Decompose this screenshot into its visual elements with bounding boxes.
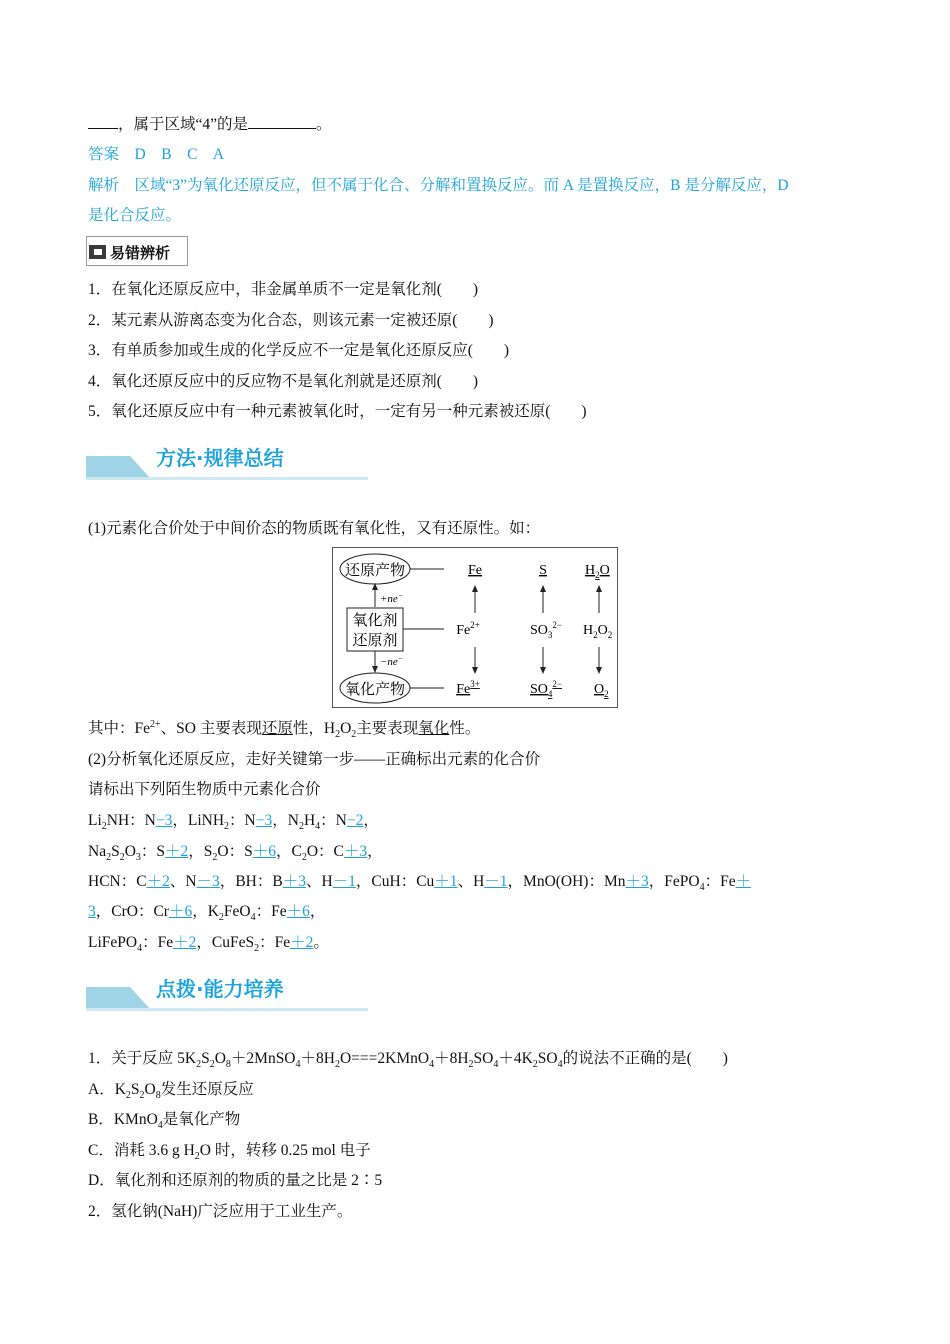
valence-row: HCN：C＋2、N－3，BH：B＋3、H－1，CuH：Cu＋1、H－1，MnO(OH)：Mn＋3，FePO$_4$：Fe＋ [88,873,752,894]
error-item: 3．有单质参加或生成的化学反应不一定是氧化还原反应( ) [88,342,510,359]
analysis-text: 区域“3”为氧化还原反应，但不属于化合、分解和置换反应。而 A 是置换反应，B 是分解反应，D [134,177,789,194]
analysis-line-1 [88,175,789,197]
option-a: A．$K_2S_2O_8$发生还原反应 [88,1081,254,1102]
svg-text:SO42−: $SO_4^{2-}$ [530,679,562,699]
error-item: 4．氧化还原反应中的反应物不是氧化剂就是还原剂( ) [88,373,479,390]
svg-text:S: S [539,563,547,578]
analysis-text: 是化合反应。 [88,207,182,224]
option-b: B．KMnO$_4$是氧化产物 [88,1111,241,1132]
valence-row: LiFePO$_4$：Fe＋2，CuFeS$_2$：Fe＋2。 [88,934,329,955]
tag-label: 易错辨析 [110,244,171,262]
reduct-product-label: 还原产物 [344,563,406,579]
method-paragraph: 其中：$Fe^{2+}$、SO 主要表现还原性，$H_2O_2$主要表现氧化性。 [88,718,481,741]
text: 。 [316,116,332,133]
method-paragraph: (2)分析氧化还原反应，走好关键第一步——正确标出元素的化合价 [88,751,541,768]
svg-text:Fe3+: $Fe^{3+}$ [456,679,480,697]
reductant-label: 还原剂 [352,633,398,649]
valence-row: $Li_2NH$：N−3，LiNH$_2$：N−3，$N_2H_4$：N−2， [88,812,379,833]
answer-line [88,144,224,166]
answer-values: D B C A [134,146,225,163]
fill-blank-line [88,114,332,136]
error-analysis-tag [86,236,188,266]
answer-underlined: 氧化 [418,720,450,737]
section-title: 方法·规律总结 [156,446,284,470]
error-item: 1．在氧化还原反应中，非金属单质不一定是氧化剂( ) [88,281,479,298]
redox-diagram [332,547,618,708]
section-banner-ability [86,971,368,1011]
section-banner-method [86,440,368,480]
option-c: C．消耗 3.6 g $H_2O$ 时，转移 0.25 mol 电子 [88,1142,371,1163]
svg-text:SO32−: $SO_3^{2-}$ [530,620,562,640]
svg-text:−ne−: −ne− [380,654,404,668]
section-title: 点拨·能力培养 [156,977,284,1001]
text: ，属于区域“4”的是 [118,116,249,133]
option-d: D．氧化剂和还原剂的物质的量之比是 2∶5 [88,1172,383,1189]
ox-product-label: 氧化产物 [344,682,406,698]
blank [248,114,316,129]
oxidant-label: 氧化剂 [352,613,398,629]
svg-text:Fe: Fe [468,563,482,578]
method-paragraph: (1)元素化合价处于中间价态的物质既有氧化性，又有还原性。如： [88,520,541,537]
error-item: 5．氧化还原反应中有一种元素被氧化时，一定有另一种元素被还原( ) [88,403,587,420]
svg-text:O2: $O_2$ [594,682,609,699]
question-stem: 1．关于反应 $5K_2S_2O_8+2MnSO_4+8H_2O===2KMnO_4+8H_2SO_4+4K_2SO_4$的说法不正确的是( ) [88,1050,728,1071]
error-item: 2．某元素从游离态变为化合态，则该元素一定被还原( ) [88,312,494,329]
method-paragraph: 请标出下列陌生物质中元素化合价 [88,781,321,798]
valence-row: 3，CrO：Cr＋6，$K_2FeO_4$：Fe＋6， [88,903,326,924]
svg-text:Fe2+: $Fe^{2+}$ [456,620,480,638]
blank [88,114,118,129]
analysis-label: 解析 [88,177,120,194]
svg-text:H2O: $H_2O$ [585,563,610,580]
svg-text:+ne−: +ne− [380,591,404,605]
analysis-line-2 [88,205,181,227]
valence-row: $Na_2S_2O_3$：S＋2，$S_2O$：S＋6，$C_2O$：C＋3， [88,843,383,864]
answer-label: 答案 [88,146,120,163]
svg-text:H2O2: $H_2O_2$ [583,623,613,640]
tag-icon [89,245,106,259]
question-stem: 2．氢化钠(NaH)广泛应用于工业生产。 [88,1203,353,1220]
answer-underlined: 还原 [261,720,293,737]
